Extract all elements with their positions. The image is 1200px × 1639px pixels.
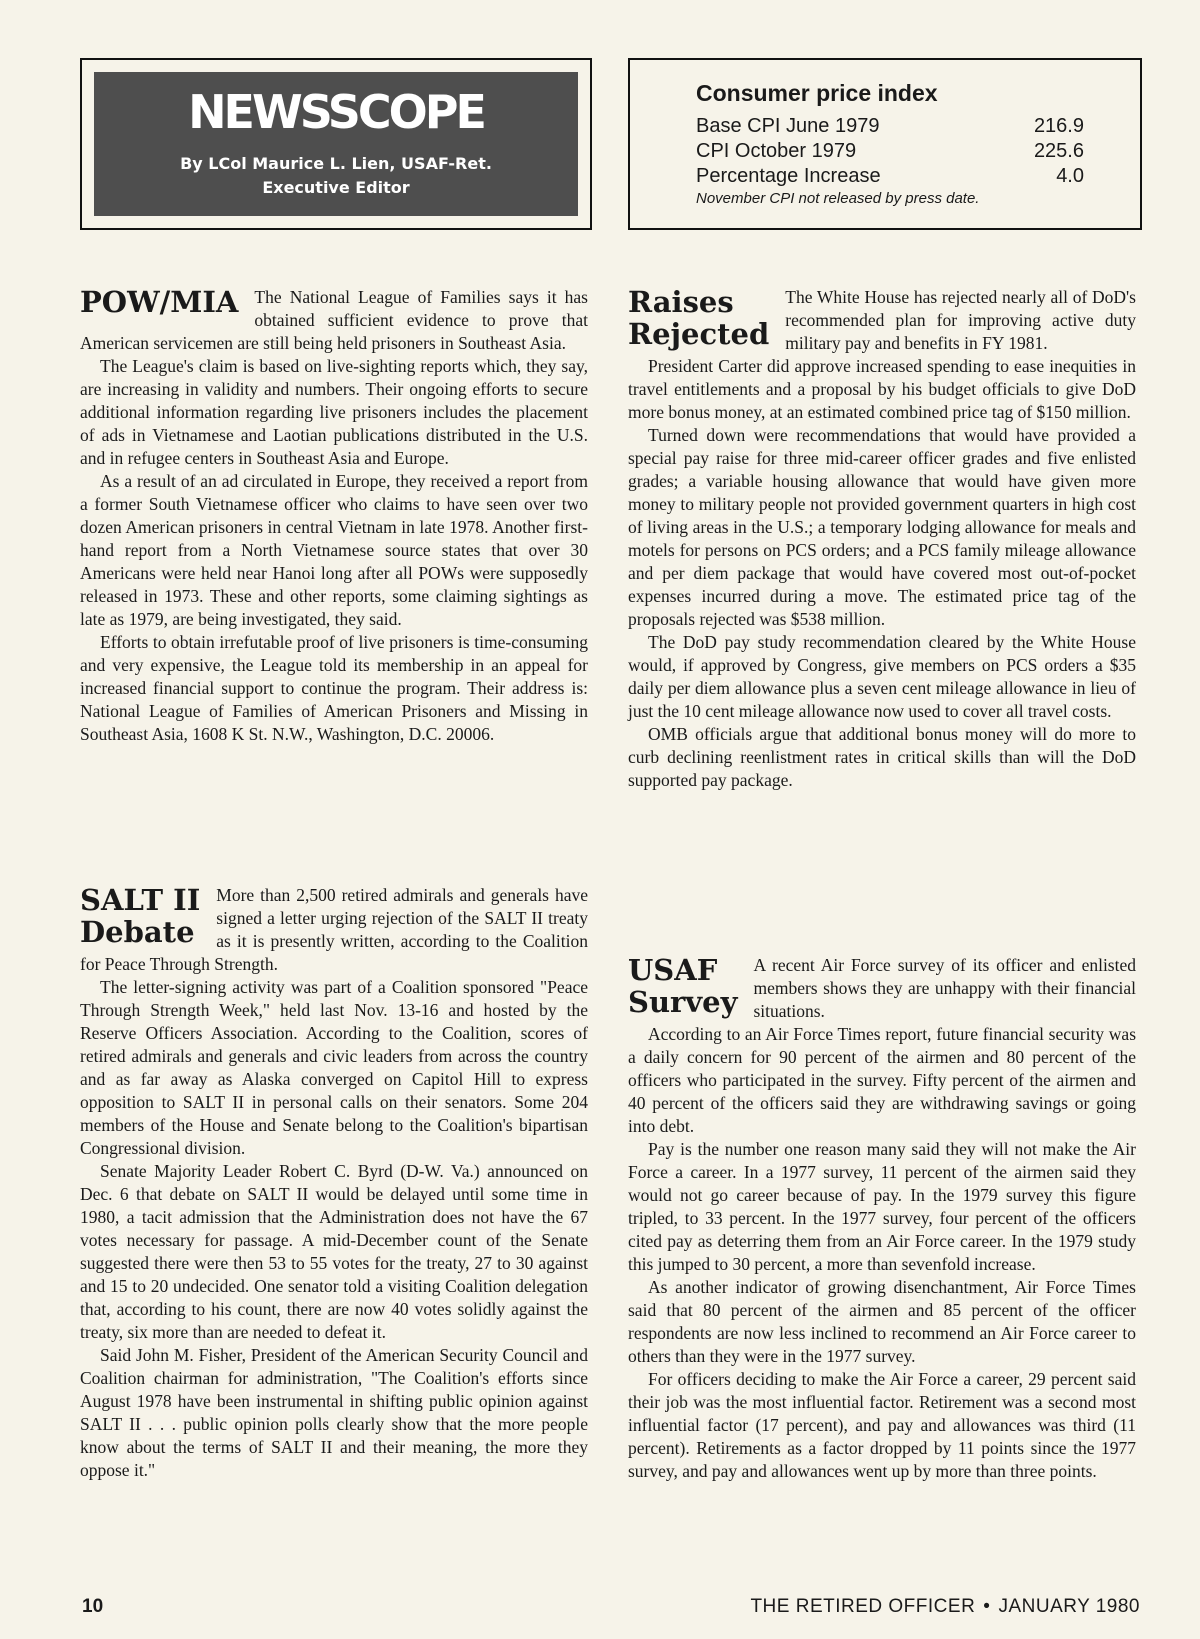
publication-name: THE RETIRED OFFICER [750,1596,976,1617]
article-paragraph: Senate Majority Leader Robert C. Byrd (D-W. Va.) announced on Dec. 6 that debate on SALT II would be delayed until some time in 1980, a tacit admission that the Administration does not have the 67 votes necessary for passage. A mid-December count of the Senate suggested there were then 53 to 55 votes for the treaty, 27 to 30 against and 15 to 20 undecided. One senator told a visiting Coalition delegation that, according to his count, there are now 40 votes solidly against the treaty, six more than are needed to defeat it. [80,1161,588,1342]
article-paragraph: For officers deciding to make the Air Force a career, 29 percent said their job was the most influential factor. Retirement was a second most influential factor (17 percent), and pay and allowances was third (11 percent). Retirements as a factor dropped by 11 points since the 1977 survey, and pay and allowances went up by more than three points. [628,1369,1136,1481]
article-paragraph: The DoD pay study recommendation cleared by the White House would, if approved by Congress, give members on PCS orders a $35 daily per diem allowance plus a seven cent mileage allowance in lieu of just the 10 cent mileage allowance now used to cover all travel costs. [628,632,1136,721]
headline-line: USAF [628,953,718,987]
cpi-row [696,114,1084,139]
byline-role: Executive Editor [262,178,410,197]
cpi-row-value: 4.0 [1056,165,1084,187]
article-paragraph: The White House has rejected nearly all of DoD's recommended plan for improving active duty military pay and benefits in FY 1981. [785,287,1136,353]
cpi-row-label: CPI October 1979 [696,140,857,162]
headline-pow-mia: POW/MIA [80,285,239,319]
cpi-row [696,139,1084,164]
cpi-row-value: 216.9 [1033,115,1084,137]
article-paragraph: A recent Air Force survey of its officer and enlisted members shows they are unhappy with their financial situations. [753,955,1136,1021]
newsscope-masthead [80,58,592,230]
article-paragraph: As a result of an ad circulated in Europe, they received a report from a former South Vietnamese officer who claims to have seen over two dozen American prisoners in central Vietnam in late 1978. Another first-hand report from a North Vietnamese source states that over 30 Americans were held near Hanoi long after all POWs were supposedly released in 1973. These and other reports, some claiming sightings as late as 1979, are being investigated, they said. [80,471,588,629]
issue-date: JANUARY 1980 [998,1596,1140,1617]
article-usaf-survey [628,954,1136,1483]
byline-author: By LCol Maurice L. Lien, USAF-Ret. [180,154,492,173]
cpi-row [696,164,1084,189]
masthead-byline [94,152,578,200]
page-number: 10 [82,1596,104,1617]
cpi-row-value: 225.6 [1033,140,1084,162]
newsscope-panel [94,72,578,216]
article-paragraph: According to an Air Force Times report, future financial security was a daily concern for 90 percent of the airmen and 80 percent of the officers who participated in the survey. Fifty percent of the airmen and 40 percent of the officers said they are withdrawing savings or going into debt. [628,1024,1136,1136]
article-paragraph: More than 2,500 retired admirals and generals have signed a letter urging rejection of the SALT II treaty as it is presently written, according to the Coalition for Peace Through Strength. [80,885,588,974]
headline-raises-rejected [628,286,769,350]
article-paragraph: As another indicator of growing disenchantment, Air Force Times said that 80 percent of the airmen and 85 percent of the officer respondents are now less inclined to recommend an Air Force career to others than they were in the 1977 survey. [628,1277,1136,1366]
cpi-note: November CPI not released by press date. [696,190,980,207]
headline-line: Rejected [628,317,770,351]
cpi-box [628,58,1142,230]
article-paragraph: Said John M. Fisher, President of the American Security Council and Coalition chairman for administration, "The Coalition's efforts since August 1978 have been instrumental in shifting public opinion against SALT II . . . public opinion polls clearly show that the more people know about the terms of SALT II and their meaning, the more they oppose it." [80,1345,588,1480]
headline-line: Debate [80,915,195,949]
article-paragraph: The letter-signing activity was part of a Coalition sponsored "Peace Through Strength Week," held last Nov. 13-16 and hosted by the Reserve Officers Association. According to the Coalition, scores of retired admirals and generals and civic leaders from across the country and as far away as Alaska converged on Capitol Hill to express opposition to SALT II in personal calls on their senators. Some 204 members of the House and Senate belong to the Coalition's bipartisan Congressional division. [80,977,588,1158]
article-paragraph: President Carter did approve increased spending to ease inequities in travel entitlements and a proposal by his budget officials to give DoD more bonus money, at an estimated combined price tag of $150 million. [628,356,1136,422]
cpi-row-label: Base CPI June 1979 [696,115,880,137]
article-paragraph: Pay is the number one reason many said they will not make the Air Force a career. In a 1977 survey, 11 percent of the airmen said they would not go career because of pay. In the 1979 survey this figure tripled, to 33 percent. In the 1977 survey, four percent of the officers cited pay as deterring them from an Air Force career. In the 1979 study this jumped to 30 percent, a more than sevenfold increase. [628,1139,1136,1274]
article-salt-ii [80,884,588,1482]
cpi-title: Consumer price index [696,80,938,106]
masthead-title: NEWSSCOPE [188,85,484,139]
article-paragraph: Efforts to obtain irrefutable proof of live prisoners is time-consuming and very expensive, the League told its membership in an appeal for increased financial support to continue the program. Their address is: National League of Families of American Prisoners and Missing in Southeast Asia, 1608 K St. N.W., Washington, D.C. 20006. [80,632,588,744]
article-paragraph: Turned down were recommendations that would have provided a special pay raise for three mid-career officer grades and five enlisted grades; a variable housing allowance that would have given more money to military people not provided government quarters in high cost of living areas in the U.S.; a temporary lodging allowance for meals and motels for persons on PCS orders; and a PCS family mileage allowance and per diem package that would have covered most out-of-pocket expenses incurred during a move. The estimated price tag of the proposals rejected was $538 million. [628,425,1136,629]
cpi-row-label: Percentage Increase [696,165,881,187]
headline-line: SALT II [80,883,201,917]
article-pow-mia [80,286,588,746]
headline-line: Survey [628,985,738,1019]
article-paragraph: The League's claim is based on live-sighting reports which, they say, are increasing in validity and numbers. Their ongoing efforts to secure additional information regarding live prisoners includes the placement of ads in Vietnamese and Laotian publications distributed in the U.S. and in refugee centers in Southeast Asia and Europe. [80,356,588,468]
publication-footer [750,1596,1140,1618]
article-paragraph: OMB officials argue that additional bonus money will do more to curb declining reenlistment rates in critical skills than will the DoD supported pay package. [628,724,1136,790]
headline-line: Raises [628,285,734,319]
article-raises-rejected [628,286,1136,792]
bullet-separator: • [983,1596,991,1617]
article-paragraph: The National League of Families says it has obtained sufficient evidence to prove that American servicemen are still being held prisoners in Southeast Asia. [80,287,588,353]
headline-salt-ii [80,884,200,948]
headline-usaf-survey [628,954,737,1018]
